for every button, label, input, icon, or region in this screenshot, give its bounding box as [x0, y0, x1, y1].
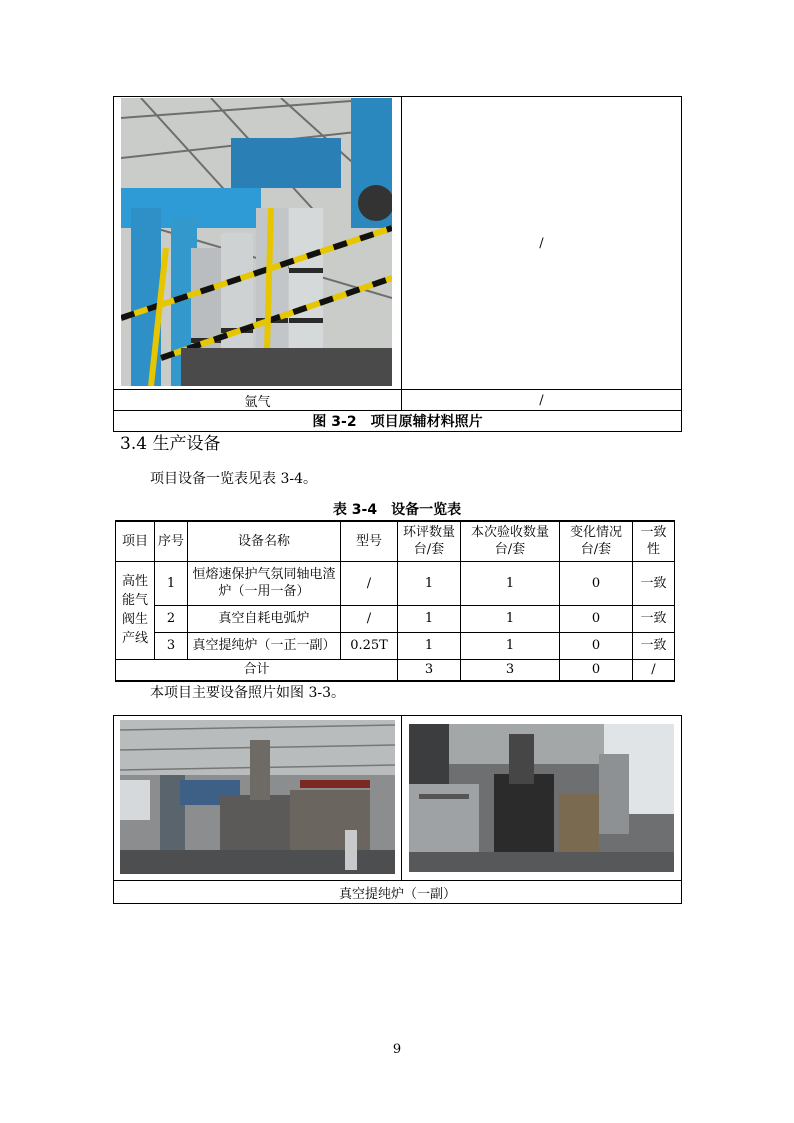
group-label-cell: 高性能气阀生产线 — [116, 561, 155, 659]
total-change: 0 — [560, 659, 633, 681]
row-change: 0 — [560, 605, 633, 632]
row-model: 0.25T — [341, 632, 398, 659]
vacuum-furnace-photo-2 — [409, 724, 674, 872]
argon-cylinders-photo — [121, 98, 392, 386]
table-total-row — [116, 659, 675, 681]
row-acceptance: 1 — [461, 605, 560, 632]
header-name: 设备名称 — [188, 521, 341, 561]
page-number: 9 — [392, 1042, 402, 1057]
fig32-left-caption: 氩气 — [244, 394, 271, 410]
row-consistency: 一致 — [633, 561, 675, 605]
row-no: 2 — [155, 605, 188, 632]
row-model: / — [341, 561, 398, 605]
row-model: / — [341, 605, 398, 632]
total-eia: 3 — [398, 659, 461, 681]
fig32-right-caption: / — [539, 392, 544, 408]
fig33-caption: 真空提纯炉（一副） — [338, 886, 456, 902]
row-no: 3 — [155, 632, 188, 659]
header-acceptance-qty: 本次验收数量台/套 — [461, 521, 560, 561]
row-consistency: 一致 — [633, 605, 675, 632]
section-heading: 3.4 生产设备 — [120, 434, 221, 454]
header-eia-qty: 环评数量台/套 — [398, 521, 461, 561]
header-consistency: 一致性 — [633, 521, 675, 561]
row-eia: 1 — [398, 561, 461, 605]
row-no: 1 — [155, 561, 188, 605]
total-label: 合计 — [116, 659, 398, 681]
table-row — [116, 561, 675, 605]
row-change: 0 — [560, 561, 633, 605]
table34-title: 表 3-4 设备一览表 — [332, 502, 462, 518]
row-eia: 1 — [398, 605, 461, 632]
fig32-right-cell — [401, 96, 682, 390]
row-acceptance: 1 — [461, 561, 560, 605]
row-name: 真空自耗电弧炉 — [188, 605, 341, 632]
fig32-left-caption-cell — [113, 389, 402, 411]
fig32-title: 图 3-2 项目原辅材料照片 — [312, 414, 483, 430]
fig33-caption-cell — [113, 880, 682, 904]
fig33-intro: 本项目主要设备照片如图 3-3。 — [150, 685, 345, 701]
equipment-table — [115, 520, 675, 682]
row-eia: 1 — [398, 632, 461, 659]
total-consistency: / — [633, 659, 675, 681]
total-acceptance: 3 — [461, 659, 560, 681]
header-project: 项目 — [116, 521, 155, 561]
vacuum-furnace-photo-1 — [120, 720, 395, 874]
row-acceptance: 1 — [461, 632, 560, 659]
fig32-title-cell — [113, 410, 682, 432]
fig32-right-placeholder: / — [539, 235, 544, 251]
row-name: 真空提纯炉（一正一副） — [188, 632, 341, 659]
fig32-right-caption-cell — [401, 389, 682, 411]
header-model: 型号 — [341, 521, 398, 561]
table-row — [116, 632, 675, 659]
row-name: 恒熔速保护气氛同轴电渣炉（一用一备） — [188, 561, 341, 605]
header-change: 变化情况台/套 — [560, 521, 633, 561]
section-intro: 项目设备一览表见表 3-4。 — [150, 471, 317, 487]
header-no: 序号 — [155, 521, 188, 561]
table-row — [116, 605, 675, 632]
row-consistency: 一致 — [633, 632, 675, 659]
row-change: 0 — [560, 632, 633, 659]
